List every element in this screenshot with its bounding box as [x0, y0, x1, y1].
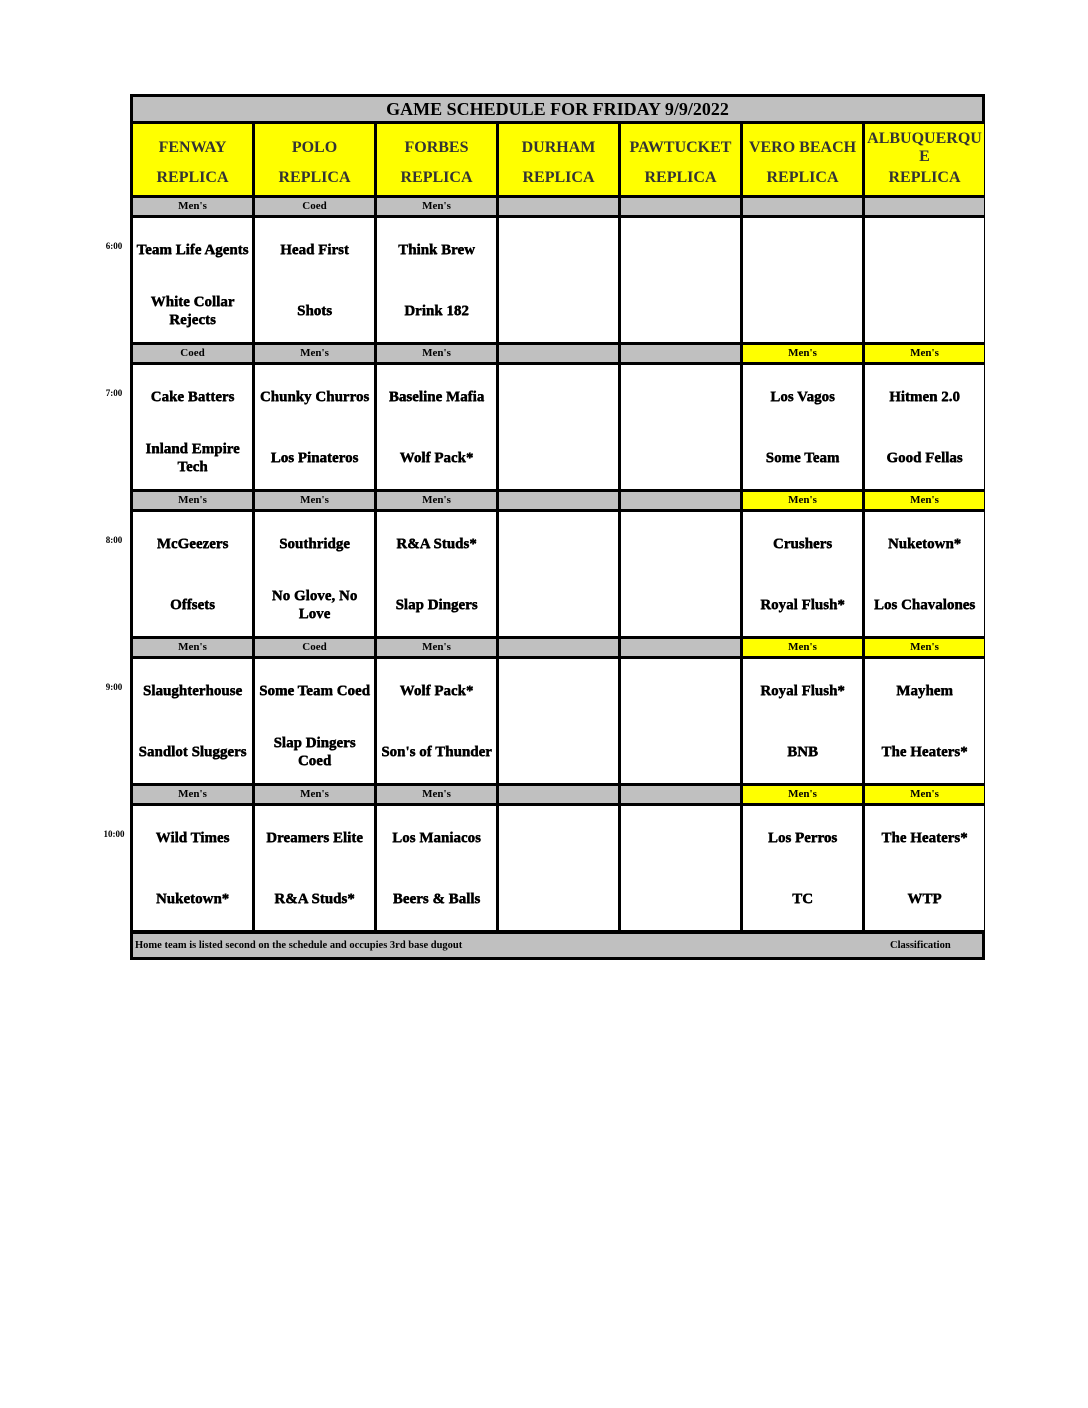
classification-row [133, 198, 984, 215]
game-cell [255, 512, 374, 636]
home-team: Inland Empire Tech [145, 441, 240, 475]
classification-cell [621, 198, 740, 215]
classification-cell: Men's [743, 639, 862, 656]
home-team: Nuketown* [155, 891, 230, 907]
time-label: 7:00 [105, 388, 123, 398]
away-team: Head First [280, 242, 349, 258]
game-cell [499, 365, 618, 489]
away-team: Los Maniacos [392, 830, 481, 846]
home-team [801, 280, 805, 342]
home-team: Drink 182 [404, 303, 469, 319]
field-header [377, 124, 496, 195]
game-cell [377, 218, 496, 342]
field-name: ALBUQUERQU E [867, 129, 982, 165]
home-team: Good Fellas [886, 450, 963, 466]
field-type: REPLICA [156, 168, 229, 186]
field-type: REPLICA [278, 168, 351, 186]
away-team [679, 659, 683, 721]
schedule-footer [133, 934, 982, 957]
game-cell [255, 365, 374, 489]
away-team: Nuketown* [887, 536, 962, 552]
away-team [679, 218, 683, 280]
classification-cell: Coed [133, 345, 252, 362]
game-row [133, 365, 984, 489]
game-row [133, 659, 984, 783]
game-cell [621, 806, 740, 930]
home-team: Son's of Thunder [381, 744, 492, 760]
away-team [679, 806, 683, 868]
classification-cell: Men's [377, 345, 496, 362]
away-team: McGeezers [156, 536, 229, 552]
game-cell [743, 218, 862, 342]
classification-cell: Men's [743, 492, 862, 509]
game-cell [377, 806, 496, 930]
game-cell [865, 806, 984, 930]
schedule-title: GAME SCHEDULE FOR FRIDAY 9/9/2022 [133, 97, 982, 121]
home-team [679, 280, 683, 342]
away-team: Mayhem [896, 683, 953, 699]
game-cell [865, 512, 984, 636]
game-cell [865, 218, 984, 342]
game-cell [499, 512, 618, 636]
home-team [557, 280, 561, 342]
classification-cell [621, 639, 740, 656]
classification-cell [621, 492, 740, 509]
away-team [679, 365, 683, 427]
field-name: POLO [291, 138, 338, 156]
classification-cell: Men's [743, 786, 862, 803]
away-team: R&A Studs* [396, 536, 477, 552]
away-team [557, 365, 561, 427]
game-cell [133, 659, 252, 783]
field-header-row [133, 124, 984, 195]
away-team: Chunky Churros [259, 389, 370, 405]
home-team [679, 868, 683, 930]
game-cell [377, 512, 496, 636]
field-header [499, 124, 618, 195]
away-team: Royal Flush* [760, 683, 845, 699]
game-cell [133, 512, 252, 636]
game-cell [743, 806, 862, 930]
field-name: DURHAM [521, 138, 596, 156]
game-cell [133, 218, 252, 342]
classification-cell: Men's [377, 786, 496, 803]
time-label: 6:00 [105, 241, 123, 251]
away-team [679, 512, 683, 574]
away-team: Wild Times [155, 830, 230, 846]
away-team: Cake Batters [150, 389, 235, 405]
field-name: PAWTUCKET [629, 138, 732, 156]
classification-row [133, 345, 984, 362]
away-team [801, 218, 805, 280]
classification-cell: Coed [255, 639, 374, 656]
home-team [679, 721, 683, 783]
time-label: 10:00 [103, 829, 125, 839]
away-team [923, 218, 927, 280]
classification-cell [621, 786, 740, 803]
away-team: Some Team Coed [259, 683, 370, 699]
field-name: FORBES [404, 138, 469, 156]
classification-cell [499, 786, 618, 803]
classification-cell: Men's [133, 492, 252, 509]
classification-cell: Men's [865, 492, 984, 509]
home-team: Los Pinateros [270, 450, 359, 466]
away-team: Los Vagos [770, 389, 835, 405]
home-team [557, 574, 561, 636]
away-team: Southridge [279, 536, 350, 552]
classification-cell: Men's [377, 639, 496, 656]
classification-cell: Men's [865, 786, 984, 803]
classification-cell: Men's [377, 492, 496, 509]
home-team: Los Chavalones [873, 597, 976, 613]
field-name: FENWAY [158, 138, 227, 156]
time-label: 9:00 [105, 682, 123, 692]
classification-cell: Men's [255, 492, 374, 509]
game-cell [499, 806, 618, 930]
schedule-table [130, 94, 985, 960]
game-cell [865, 365, 984, 489]
classification-cell: Men's [133, 198, 252, 215]
field-type: REPLICA [766, 168, 839, 186]
classification-cell: Coed [255, 198, 374, 215]
game-cell [743, 512, 862, 636]
home-team: Sandlot Sluggers [138, 744, 247, 760]
classification-cell [499, 639, 618, 656]
home-team [557, 427, 561, 489]
game-cell [865, 659, 984, 783]
classification-cell: Men's [865, 639, 984, 656]
game-cell [621, 659, 740, 783]
classification-row [133, 786, 984, 803]
game-cell [255, 218, 374, 342]
away-team [557, 218, 561, 280]
game-cell [621, 512, 740, 636]
classification-row [133, 492, 984, 509]
game-cell [255, 806, 374, 930]
classification-cell [499, 492, 618, 509]
away-team [557, 512, 561, 574]
field-header [133, 124, 252, 195]
classification-cell: Men's [255, 786, 374, 803]
time-label: 8:00 [105, 535, 123, 545]
away-team: Baseline Mafia [388, 389, 485, 405]
field-header [621, 124, 740, 195]
away-team: Dreamers Elite [266, 830, 363, 846]
home-team: Beers & Balls [392, 891, 481, 907]
home-team: The Heaters* [881, 744, 968, 760]
away-team [557, 659, 561, 721]
home-team: WTP [907, 891, 942, 907]
game-cell [743, 365, 862, 489]
classification-cell: Men's [133, 786, 252, 803]
home-team: Slap Dingers [395, 597, 478, 613]
field-header [255, 124, 374, 195]
classification-cell [499, 198, 618, 215]
game-cell [133, 365, 252, 489]
classification-cell: Men's [255, 345, 374, 362]
away-team [557, 806, 561, 868]
home-team: BNB [787, 744, 818, 760]
classification-label: Classification [890, 940, 951, 951]
home-team [923, 280, 927, 342]
classification-cell [499, 345, 618, 362]
home-team: R&A Studs* [274, 891, 355, 907]
classification-cell: Men's [865, 345, 984, 362]
away-team: Think Brew [398, 242, 475, 258]
classification-cell [621, 345, 740, 362]
game-cell [377, 365, 496, 489]
field-name: VERO BEACH [748, 138, 857, 156]
home-team [679, 427, 683, 489]
classification-cell [865, 198, 984, 215]
home-team: No Glove, No Love [271, 588, 358, 622]
game-cell [255, 659, 374, 783]
away-team: Los Perros [767, 830, 838, 846]
game-cell [743, 659, 862, 783]
game-cell [499, 659, 618, 783]
away-team: The Heaters* [881, 830, 968, 846]
field-type: REPLICA [400, 168, 473, 186]
field-header [743, 124, 862, 195]
field-type: REPLICA [522, 168, 595, 186]
home-team [557, 721, 561, 783]
game-row [133, 806, 984, 930]
home-team: Wolf Pack* [399, 450, 474, 466]
away-team: Slaughterhouse [142, 683, 243, 699]
classification-cell [743, 198, 862, 215]
classification-cell: Men's [377, 198, 496, 215]
home-team: Royal Flush* [760, 597, 845, 613]
home-team-note: Home team is listed second on the schedule and occupies 3rd base dugout [135, 940, 463, 951]
game-cell [621, 218, 740, 342]
home-team: Slap Dingers Coed [273, 735, 356, 769]
classification-cell: Men's [743, 345, 862, 362]
game-cell [621, 365, 740, 489]
away-team: Wolf Pack* [399, 683, 474, 699]
home-team: Offsets [170, 597, 215, 613]
away-team: Hitmen 2.0 [889, 389, 960, 405]
home-team [679, 574, 683, 636]
game-cell [133, 806, 252, 930]
game-cell [499, 218, 618, 342]
game-cell [377, 659, 496, 783]
field-type: REPLICA [888, 168, 961, 186]
game-row [133, 218, 984, 342]
home-team: Shots [296, 303, 333, 319]
home-team [557, 868, 561, 930]
home-team: Some Team [765, 450, 840, 466]
field-header [865, 124, 984, 195]
field-type: REPLICA [644, 168, 717, 186]
home-team: White Collar Rejects [150, 294, 235, 328]
classification-row [133, 639, 984, 656]
game-row [133, 512, 984, 636]
away-team: Crushers [772, 536, 833, 552]
away-team: Team Life Agents [136, 242, 249, 258]
classification-cell: Men's [133, 639, 252, 656]
home-team: TC [792, 891, 813, 907]
